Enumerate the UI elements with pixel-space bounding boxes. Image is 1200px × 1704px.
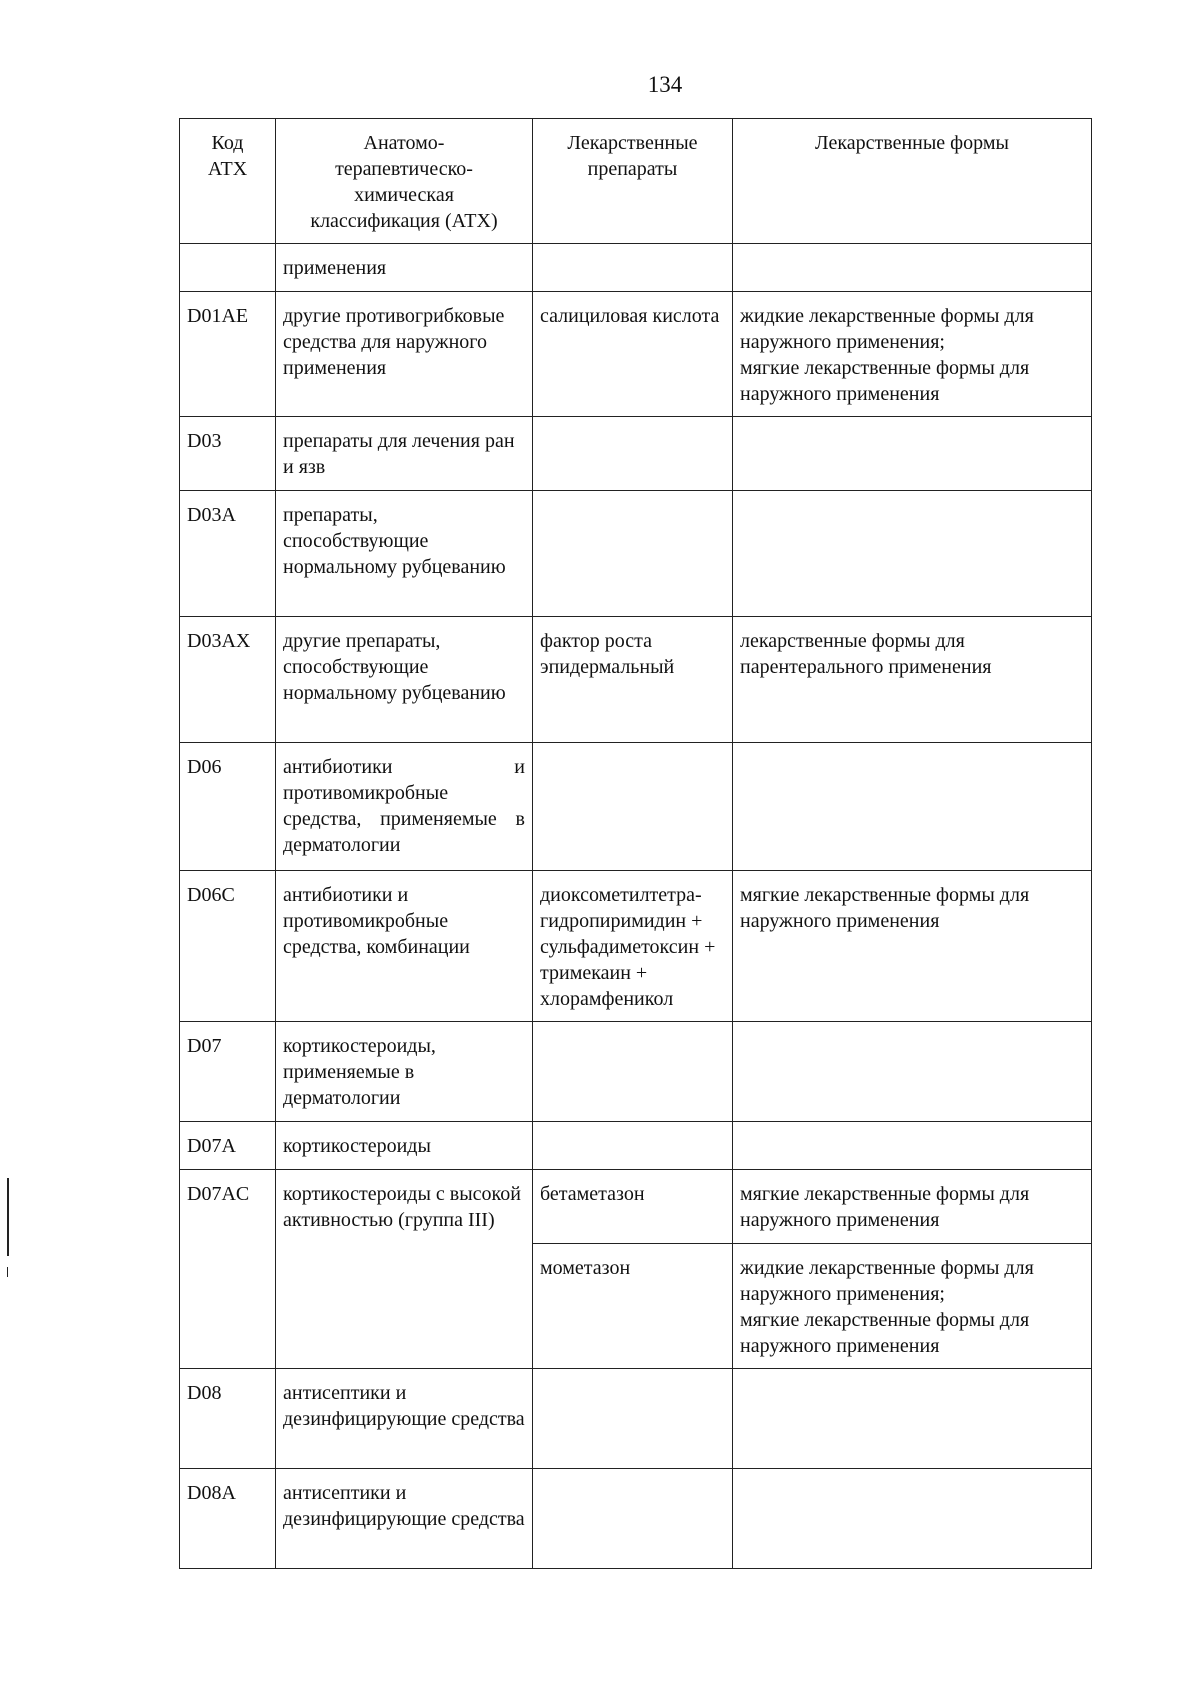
cell-class: кортикостероиды с высокой активностью (группа III) bbox=[276, 1170, 533, 1369]
cell-form bbox=[733, 417, 1092, 491]
table-row bbox=[180, 1022, 1092, 1122]
table-row bbox=[180, 1469, 1092, 1569]
cell-form: мягкие лекарственные формы для наружного применения bbox=[733, 871, 1092, 1022]
cell-class: антисептики и дезинфицирующие средства bbox=[276, 1469, 533, 1569]
header-forms: Лекарственные формы bbox=[733, 119, 1092, 244]
cell-drug bbox=[533, 491, 733, 617]
cell-drug bbox=[533, 244, 733, 292]
cell-form bbox=[733, 1369, 1092, 1469]
cell-code: D08 bbox=[180, 1369, 276, 1469]
cell-drug bbox=[533, 1469, 733, 1569]
cell-class: препараты для лечения ран и язв bbox=[276, 417, 533, 491]
table-row bbox=[180, 743, 1092, 871]
header-drugs: Лекарственные препараты bbox=[533, 119, 733, 244]
cell-class: антибиотики и противомикробные средства, применяемые в дерматологии bbox=[276, 743, 533, 871]
atc-table bbox=[179, 118, 1092, 1569]
table-row bbox=[180, 617, 1092, 743]
table-row bbox=[180, 417, 1092, 491]
cell-code: D07A bbox=[180, 1122, 276, 1170]
cell-drug bbox=[533, 1122, 733, 1170]
cell-code: D06 bbox=[180, 743, 276, 871]
table-row bbox=[180, 491, 1092, 617]
cell-code: D01AE bbox=[180, 292, 276, 417]
table-row bbox=[180, 1170, 1092, 1244]
header-code: Код АТХ bbox=[180, 119, 276, 244]
cell-form bbox=[733, 491, 1092, 617]
cell-drug: диоксометилтетра-гидропиримидин + сульфадиметоксин + тримекаин + хлорамфеникол bbox=[533, 871, 733, 1022]
cell-form bbox=[733, 1122, 1092, 1170]
cell-class: применения bbox=[276, 244, 533, 292]
cell-code: D07AC bbox=[180, 1170, 276, 1369]
cell-code: D03 bbox=[180, 417, 276, 491]
cell-form: мягкие лекарственные формы для наружного применения bbox=[733, 1170, 1092, 1244]
cell-drug bbox=[533, 743, 733, 871]
cell-drug: бетаметазон bbox=[533, 1170, 733, 1244]
cell-drug bbox=[533, 1369, 733, 1469]
table-row bbox=[180, 871, 1092, 1022]
cell-form bbox=[733, 244, 1092, 292]
table-row bbox=[180, 1122, 1092, 1170]
cell-form: жидкие лекарственные формы для наружного применения; мягкие лекарственные формы для наружного применения bbox=[733, 292, 1092, 417]
cell-drug: мометазон bbox=[533, 1244, 733, 1369]
table-row bbox=[180, 244, 1092, 292]
cell-drug bbox=[533, 417, 733, 491]
cell-class: кортикостероиды, применяемые в дерматологии bbox=[276, 1022, 533, 1122]
cell-code: D03AX bbox=[180, 617, 276, 743]
cell-form bbox=[733, 743, 1092, 871]
cell-class: другие противогрибковые средства для наружного применения bbox=[276, 292, 533, 417]
margin-mark-small bbox=[7, 1267, 8, 1277]
cell-code: D08A bbox=[180, 1469, 276, 1569]
table-row bbox=[180, 292, 1092, 417]
cell-code: D07 bbox=[180, 1022, 276, 1122]
cell-class: кортикостероиды bbox=[276, 1122, 533, 1170]
cell-drug bbox=[533, 1022, 733, 1122]
cell-drug: фактор роста эпидермальный bbox=[533, 617, 733, 743]
table-row bbox=[180, 1369, 1092, 1469]
cell-code: D06C bbox=[180, 871, 276, 1022]
header-classification: Анатомо-терапевтическо-химическая классификация (АТХ) bbox=[276, 119, 533, 244]
cell-form bbox=[733, 1469, 1092, 1569]
cell-form bbox=[733, 1022, 1092, 1122]
page-number: 134 bbox=[647, 72, 683, 97]
margin-mark bbox=[7, 1178, 9, 1256]
cell-class: другие препараты, способствующие нормальному рубцеванию bbox=[276, 617, 533, 743]
cell-class: препараты, способствующие нормальному рубцеванию bbox=[276, 491, 533, 617]
cell-code: D03A bbox=[180, 491, 276, 617]
cell-drug: салициловая кислота bbox=[533, 292, 733, 417]
cell-form: жидкие лекарственные формы для наружного применения; мягкие лекарственные формы для наружного применения bbox=[733, 1244, 1092, 1369]
cell-code bbox=[180, 244, 276, 292]
cell-form: лекарственные формы для парентерального применения bbox=[733, 617, 1092, 743]
cell-class: антисептики и дезинфицирующие средства bbox=[276, 1369, 533, 1469]
cell-class: антибиотики и противомикробные средства, комбинации bbox=[276, 871, 533, 1022]
table-header-row bbox=[180, 119, 1092, 244]
